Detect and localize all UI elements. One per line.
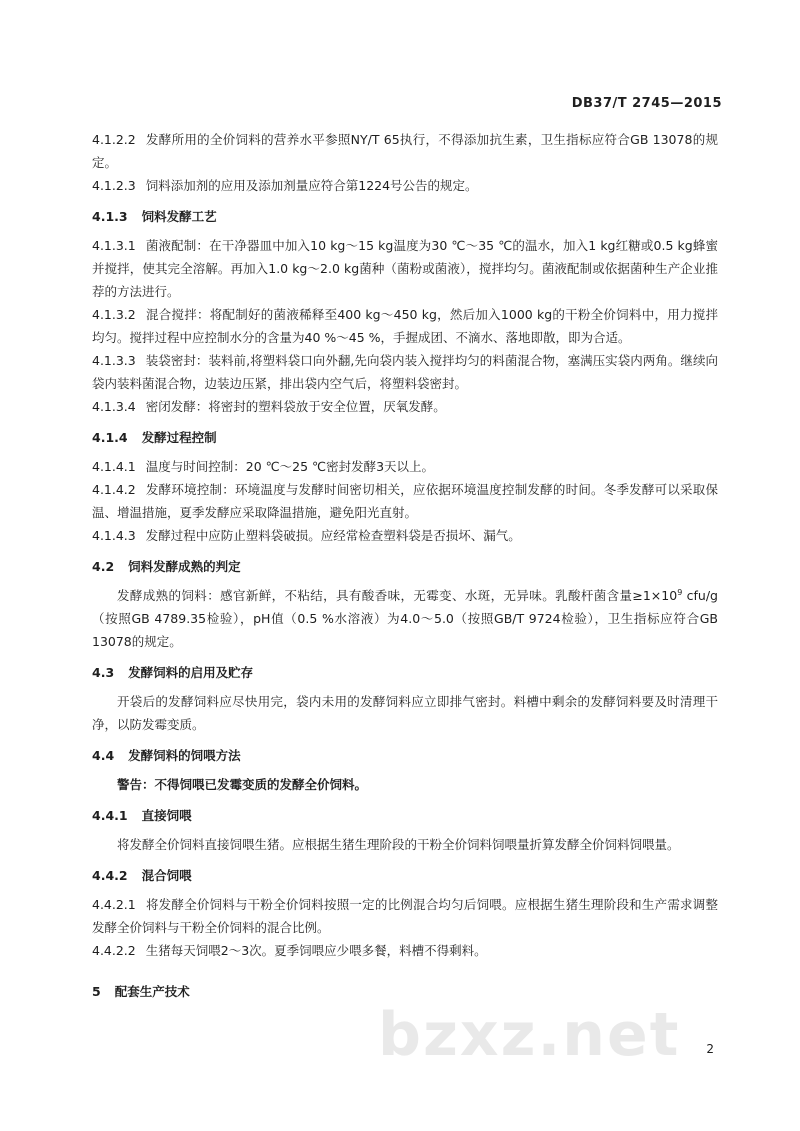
- heading-4-1-4: [92, 426, 718, 449]
- clause-text: 混合搅拌：将配制好的菌液稀释至400 kg～450 kg，然后加入1000 kg的干粉全价饲料中，用力搅拌均匀。搅拌过程中应控制水分的含量为40 %～45 %，手握成团、不滴水、落地即散，即为合适。: [92, 307, 718, 345]
- clause-4-1-2-2: [92, 128, 718, 174]
- clause-text: 发酵环境控制：环境温度与发酵时间密切相关，应依据环境温度控制发酵的时间。冬季发酵可以采取保温、增温措施，夏季发酵应采取降温措施，避免阳光直射。: [92, 482, 718, 520]
- clause-number: 4.1.4.2: [92, 482, 136, 497]
- clause-number: 4.4.2.1: [92, 897, 136, 912]
- clause-number: 4.1.3.3: [92, 353, 136, 368]
- heading-4-1-3: [92, 205, 718, 228]
- heading-title: 混合饲喂: [141, 868, 192, 883]
- clause-number: 4.1.3.4: [92, 399, 136, 414]
- clause-4-4-2-1: [92, 893, 718, 939]
- document-body: [92, 128, 718, 1009]
- clause-4-4-2-2: [92, 939, 718, 962]
- heading-4-2: [92, 555, 718, 578]
- heading-title: 发酵过程控制: [141, 430, 217, 445]
- heading-number: 4.4: [92, 748, 115, 763]
- watermark: bzxz.net: [378, 1000, 681, 1070]
- clause-text: 饲料添加剂的应用及添加剂量应符合第1224号公告的规定。: [145, 178, 478, 193]
- clause-4-1-3-3: [92, 349, 718, 395]
- clause-number: 4.4.2.2: [92, 943, 136, 958]
- clause-text: 密闭发酵：将密封的塑料袋放于安全位置，厌氧发酵。: [145, 399, 446, 414]
- paragraph-text-pre: 发酵成熟的饲料：感官新鲜，不粘结，具有酸香味，无霉变、水斑，无异味。乳酸杆菌含量≥1×10: [117, 588, 678, 603]
- clause-4-1-2-3: [92, 174, 718, 197]
- heading-title: 饲料发酵成熟的判定: [128, 559, 241, 574]
- clause-text: 发酵过程中应防止塑料袋破损。应经常检查塑料袋是否损坏、漏气。: [145, 528, 521, 543]
- paragraph-4-3: 开袋后的发酵饲料应尽快用完，袋内未用的发酵饲料应立即排气密封。料槽中剩余的发酵饲料要及时清理干净，以防发霉变质。: [92, 694, 718, 732]
- paragraph-4-2: [92, 584, 718, 653]
- heading-4-4-1: [92, 804, 718, 827]
- heading-title: 发酵饲料的饲喂方法: [128, 748, 241, 763]
- heading-number: 4.4.1: [92, 808, 128, 823]
- clause-text: 生猪每天饲喂2～3次。夏季饲喂应少喂多餐，料槽不得剩料。: [145, 943, 487, 958]
- clause-number: 4.1.2.3: [92, 178, 136, 193]
- clause-text: 菌液配制：在干净器皿中加入10 kg～15 kg温度为30 ℃～35 ℃的温水，加入1 kg红糖或0.5 kg蜂蜜并搅拌，使其完全溶解。再加入1.0 kg～2.0 kg菌种（菌粉或菌液），搅拌均匀。菌液配制或依据菌种生产企业推荐的方法进行。: [92, 238, 718, 299]
- heading-title: 直接饲喂: [141, 808, 192, 823]
- page-number: 2: [706, 1042, 714, 1056]
- heading-number: 4.3: [92, 665, 115, 680]
- heading-4-3: [92, 661, 718, 684]
- heading-4-4-2: [92, 864, 718, 887]
- heading-title: 配套生产技术: [114, 984, 190, 999]
- clause-4-1-4-1: [92, 455, 718, 478]
- heading-number: 4.1.3: [92, 209, 128, 224]
- clause-4-1-3-1: [92, 234, 718, 303]
- heading-number: 4.4.2: [92, 868, 128, 883]
- clause-number: 4.1.4.1: [92, 459, 136, 474]
- heading-title: 发酵饲料的启用及贮存: [128, 665, 254, 680]
- standard-code: DB37/T 2745—2015: [571, 96, 722, 111]
- paragraph-text-post: cfu/g（按照GB 4789.35检验），pH值（0.5 %水溶液）为4.0～5.0（按照GB/T 9724检验），卫生指标应符合GB 13078的规定。: [92, 588, 718, 649]
- clause-text: 装袋密封：装料前,将塑料袋口向外翻,先向袋内装入搅拌均匀的料菌混合物，塞满压实袋内两角。继续向袋内装料菌混合物，边装边压紧，排出袋内空气后，将塑料袋密封。: [92, 353, 718, 391]
- heading-title: 饲料发酵工艺: [141, 209, 217, 224]
- clause-text: 发酵所用的全价饲料的营养水平参照NY/T 65执行，不得添加抗生素，卫生指标应符合GB 13078的规定。: [92, 132, 718, 170]
- heading-4-4: [92, 744, 718, 767]
- heading-number: 4.2: [92, 559, 115, 574]
- clause-number: 4.1.3.2: [92, 307, 136, 322]
- clause-4-1-3-4: [92, 395, 718, 418]
- heading-number: 5: [92, 984, 101, 999]
- exponent: 9: [677, 587, 683, 597]
- clause-number: 4.1.4.3: [92, 528, 136, 543]
- heading-number: 4.1.4: [92, 430, 128, 445]
- warning-text: 警告：不得饲喂已发霉变质的发酵全价饲料。: [117, 777, 368, 792]
- clause-4-1-4-2: [92, 478, 718, 524]
- clause-number: 4.1.2.2: [92, 132, 136, 147]
- clause-4-1-4-3: [92, 524, 718, 547]
- paragraph-4-4-1: 将发酵全价饲料直接饲喂生猪。应根据生猪生理阶段的干粉全价饲料饲喂量折算发酵全价饲料饲喂量。: [117, 837, 680, 852]
- clause-text: 将发酵全价饲料与干粉全价饲料按照一定的比例混合均匀后饲喂。应根据生猪生理阶段和生产需求调整发酵全价饲料与干粉全价饲料的混合比例。: [92, 897, 718, 935]
- clause-4-1-3-2: [92, 303, 718, 349]
- clause-text: 温度与时间控制：20 ℃～25 ℃密封发酵3天以上。: [145, 459, 435, 474]
- clause-number: 4.1.3.1: [92, 238, 136, 253]
